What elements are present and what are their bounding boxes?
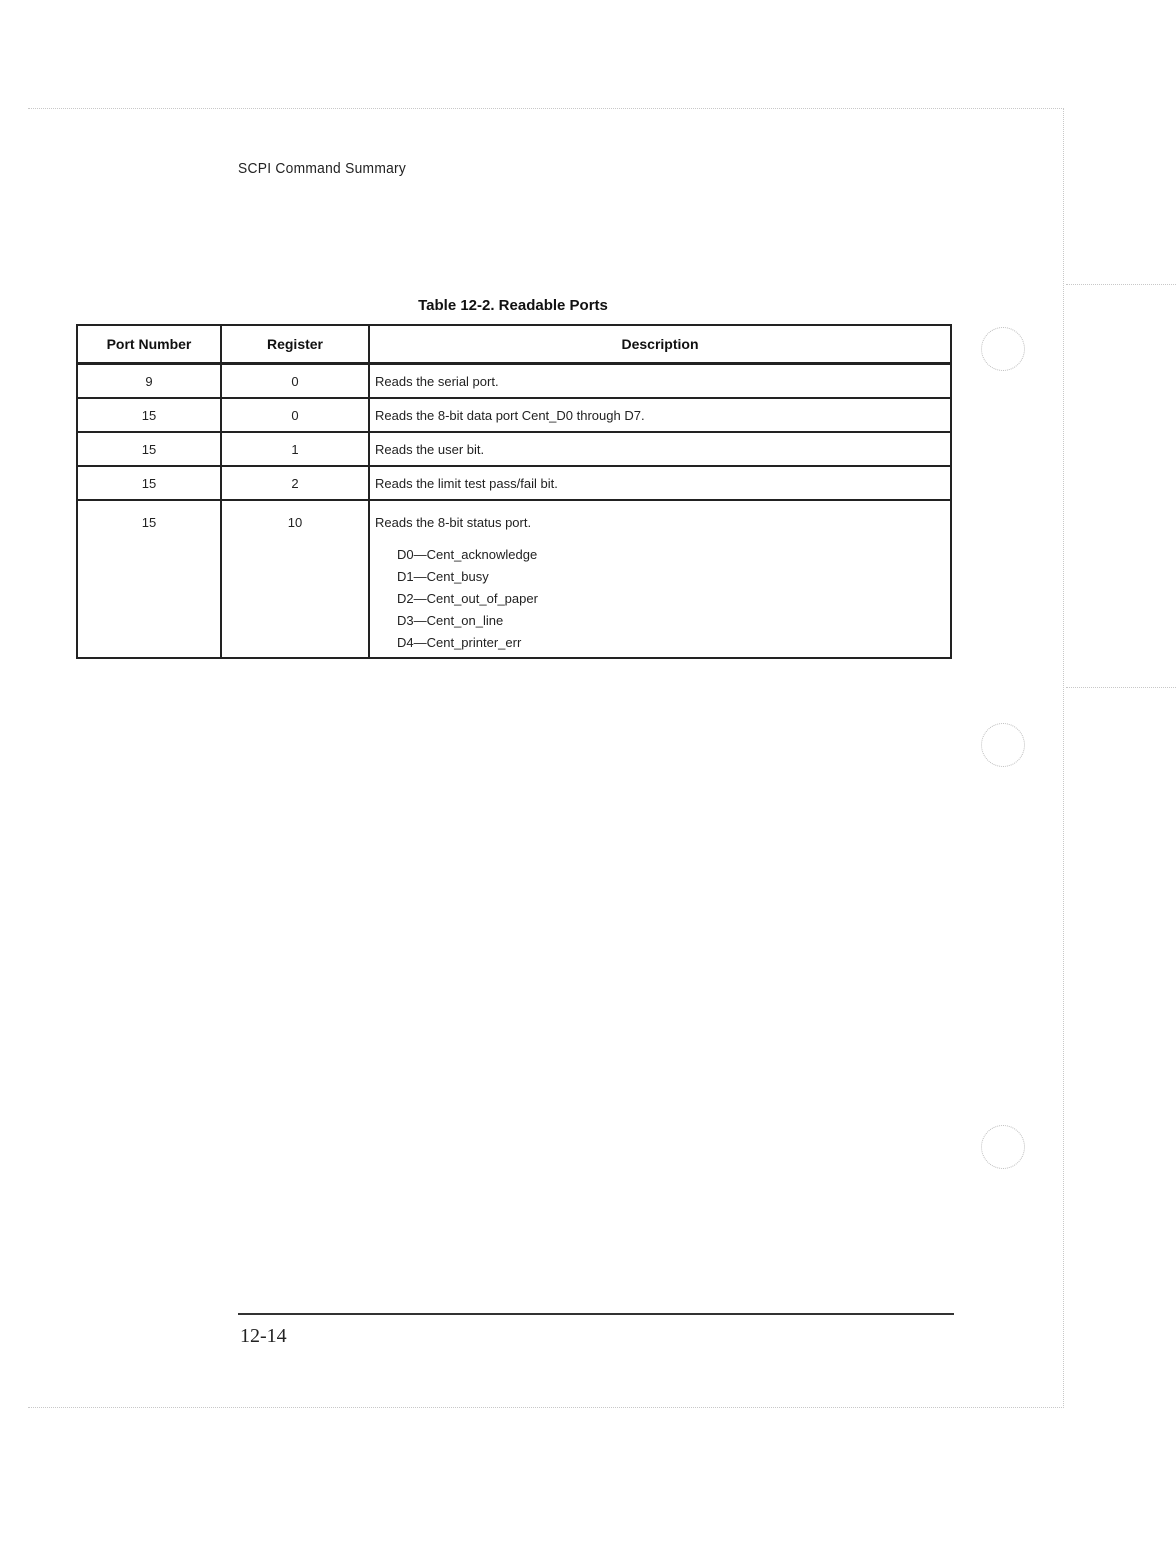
header-register: Register <box>221 325 369 364</box>
punch-hole-bottom <box>981 1125 1025 1169</box>
register-cell: 0 <box>221 398 369 432</box>
description-text: Reads the 8-bit status port. <box>375 515 532 530</box>
footer-rule <box>238 1313 954 1315</box>
port-number-cell: 15 <box>77 466 221 500</box>
page-number: 12-14 <box>240 1325 287 1347</box>
register-cell: 0 <box>221 364 369 399</box>
scan-edge-right <box>1063 108 1064 1408</box>
table-row <box>77 364 951 399</box>
table-row <box>77 398 951 432</box>
description-cell <box>369 500 951 658</box>
port-number-cell: 15 <box>77 500 221 658</box>
table-row <box>77 500 951 658</box>
description-cell: Reads the user bit. <box>369 432 951 466</box>
table-header-row <box>77 325 951 364</box>
port-number-cell: 9 <box>77 364 221 399</box>
status-bit-item: D0—Cent_acknowledge <box>397 547 538 562</box>
scan-tab-line-lower <box>1066 687 1176 688</box>
status-bit-item: D2—Cent_out_of_paper <box>397 591 538 606</box>
register-cell: 2 <box>221 466 369 500</box>
punch-hole-top <box>981 327 1025 371</box>
port-number-cell: 15 <box>77 432 221 466</box>
scan-edge-top <box>28 108 1064 109</box>
table-row <box>77 432 951 466</box>
header-port-number: Port Number <box>77 325 221 364</box>
readable-ports-table <box>76 324 952 659</box>
description-cell: Reads the limit test pass/fail bit. <box>369 466 951 500</box>
running-header: SCPI Command Summary <box>238 160 407 177</box>
description-cell: Reads the serial port. <box>369 364 951 399</box>
status-bit-item: D4—Cent_printer_err <box>397 635 522 650</box>
register-cell: 1 <box>221 432 369 466</box>
register-cell: 10 <box>221 500 369 658</box>
header-description: Description <box>369 325 951 364</box>
status-bit-item: D3—Cent_on_line <box>397 613 504 628</box>
table-row <box>77 466 951 500</box>
port-number-cell: 15 <box>77 398 221 432</box>
description-cell: Reads the 8-bit data port Cent_D0 through D7. <box>369 398 951 432</box>
punch-hole-middle <box>981 723 1025 767</box>
status-bit-item: D1—Cent_busy <box>397 569 489 584</box>
scan-edge-bottom <box>28 1407 1064 1408</box>
table-caption: Table 12-2. Readable Ports <box>418 297 608 314</box>
scan-tab-line-upper <box>1066 284 1176 285</box>
status-bit-list <box>397 544 950 654</box>
